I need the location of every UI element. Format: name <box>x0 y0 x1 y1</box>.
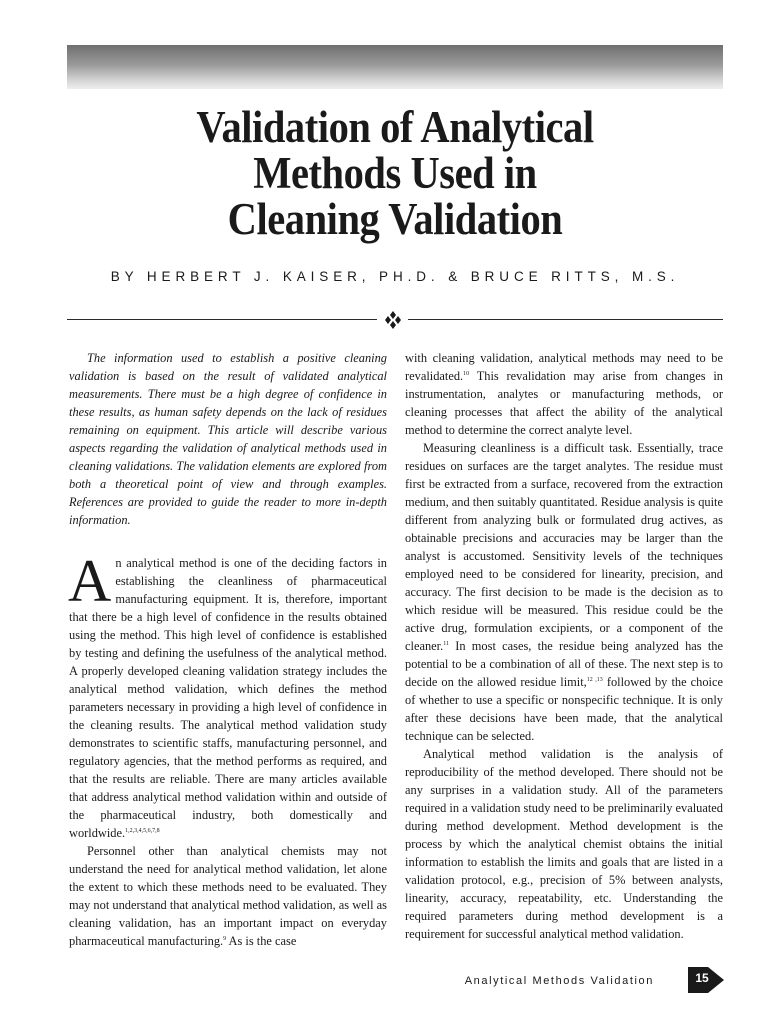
author-byline: BY HERBERT J. KAISER, PH.D. & BRUCE RITTS, M.S. <box>110 269 680 284</box>
body-text: with cleaning validation, analytical methods may need to be revalidated. <box>405 351 723 383</box>
reference-superscript: 10 <box>463 371 470 377</box>
divider-line-left <box>67 319 377 320</box>
article-title <box>100 104 690 242</box>
intro-paragraph <box>68 548 387 842</box>
diamond-ornament-icon <box>383 310 403 330</box>
body-paragraph: Analytical method validation is the analysis of reproducibility of the method developed. There should not be any surprises in a validation study. All of the parameters required in a validation study need to be preliminarily evaluated during method development. Method development is the process by which the analytical chemist obtains the initial information to establish the limits and goals that are listed in a validation protocol, e.g., precision of 5% between analysts, linearity, accuracy, repeatability, etc. Understanding the required parameters during method development is a requirement for successful analytical method validation. <box>405 747 723 941</box>
body-paragraph <box>405 349 723 439</box>
body-text: Personnel other than analytical chemists may not understand the need for analytical method validation, let alone the extent to which these methods need to be evaluated. They may not understand that analytical method validation, as well as cleaning validation, has an important impact on everyday pharmaceutical manufacturing. <box>69 844 387 948</box>
page-number-badge <box>688 967 724 993</box>
ornament-divider <box>67 310 723 330</box>
title-line-2: Methods Used in <box>253 148 537 198</box>
body-text: followed by the choice of whether to use a specific or nonspecific technique. It is only after these decisions have been made, that the analytical technique can be selected. <box>405 675 723 743</box>
body-text: In most cases, the residue being analyzed has the potential to be a combination of all of these. The next step is to decide on the allowed residue limit, <box>405 639 723 689</box>
reference-superscript: 1,2,3,4,5,6,7,8 <box>125 828 160 834</box>
reference-superscript: 9 <box>223 936 227 942</box>
right-column <box>405 349 723 943</box>
body-paragraph <box>405 439 723 745</box>
intro-text: n analytical method is one of the deciding factors in establishing the cleanliness of pharmaceutical manufacturing equipment. It is, therefore, important that there be a high level of confidence in the results obtained using the method. This high level of confidence is established by testing and defining the usefulness of the analytical method. A properly developed cleaning validation strategy includes the analytical method validation, which defines the method parameters necessary in providing a high level of confidence in the cleaning results. The analytical method validation study demonstrates to scientific staffs, manufacturing personnel, and regulatory agencies, that the method performs as required, and that the results are reliable. There are many articles available that address analytical method validation within and outside of the pharmaceutical industry, both domestically and worldwide. <box>69 556 387 840</box>
page-number: 15 <box>695 971 709 985</box>
header-gradient-bar <box>67 45 723 89</box>
left-column <box>69 349 387 950</box>
title-line-3: Cleaning Validation <box>227 194 563 244</box>
body-text: Measuring cleanliness is a difficult task. Essentially, trace residues on surfaces are the target analytes. The residue must first be extracted from a surface, recovered from the extraction medium, and then suitably quantitated. Residue analysis is quite different from analyzing bulk or formulated drug actives, as obtainable precisions and accuracies may be larger than the analyst is accustomed. Sensitivity levels of the techniques employed need to be considered for linearity, precision, and accuracy. The first decision to be made is the decision as to which residue will be measured. This residue could be the active drug, formulation excipients, or a component of the cleaner. <box>405 441 723 653</box>
body-text: As is the case <box>226 934 297 948</box>
title-line-1: Validation of Analytical <box>196 102 594 152</box>
body-text: This revalidation may arise from changes in instrumentation, analytes or manufacturing methods, or cleaning processes that affect the ability of the analytical method to determine the correct analyte level. <box>405 369 723 437</box>
running-footer-title: Analytical Methods Validation <box>464 975 654 987</box>
reference-superscript: 11 <box>443 641 449 647</box>
reference-superscript: 12 ,13 <box>586 677 603 683</box>
drop-cap: A <box>68 548 112 614</box>
divider-line-right <box>408 319 723 320</box>
body-paragraph <box>69 842 387 950</box>
abstract: The information used to establish a positive cleaning validation is based on the result of validated analytical measurements. There must be a high degree of confidence in these results, as human safety depends on the lack of residues remaining on equipment. This article will describe various aspects regarding the validation of analytical methods used in cleaning validations. The validation elements are explored from both a theoretical point of view and through examples. References are provided to guide the reader to more in-depth information. <box>69 351 387 527</box>
